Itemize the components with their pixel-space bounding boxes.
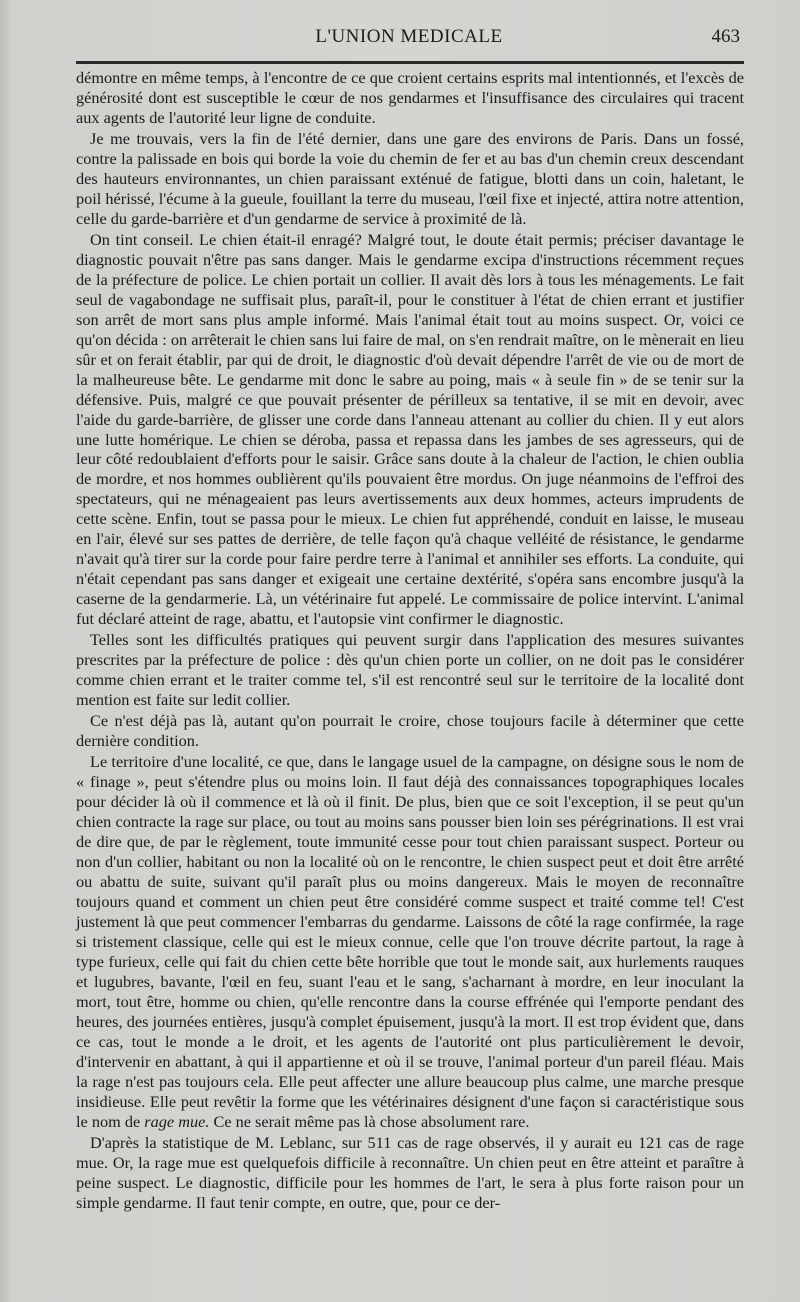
paragraph: Ce n'est déjà pas là, autant qu'on pourrait le croire, chose toujours facile à déterminer que cette dernière condition. <box>76 711 744 751</box>
paragraph <box>76 752 744 1131</box>
paragraph: Je me trouvais, vers la fin de l'été dernier, dans une gare des environs de Paris. Dans un fossé, contre la palissade en bois qui borde la voie du chemin de fer et au bas d'un chemin creux descendant des hauteurs environnantes, un chien paraissant exténué de fatigue, blotti dans un coin, haletant, le poil hérissé, l'écume à la gueule, fouillant la terre du museau, l'œil fixe et injecté, attira notre attention, celle du garde-barrière et d'un gendarme de service à proximité de là. <box>76 129 744 228</box>
page-header <box>76 26 742 56</box>
paragraph: démontre en même temps, à l'encontre de ce que croient certains esprits mal intentionnés, et l'excès de générosité dont est susceptible le cœur de nos gendarmes et l'insuffisance des circulaires qui tracent aux agents de l'autorité leur ligne de conduite. <box>76 68 744 127</box>
paragraph: On tint conseil. Le chien était-il enragé? Malgré tout, le doute était permis; préciser davantage le diagnostic pouvait n'être pas sans danger. Mais le gendarme excipa d'instructions récemment reçues de la préfecture de police. Le chien portait un collier. Il avait dès lors à tous les ménagements. Le fait seul de vagabondage ne suffisait plus, paraît-il, pour le constituer à l'état de chien errant et justifier son arrêt de mort sans plus ample informé. Mais l'animal était tout au moins suspect. Or, voici ce qu'on décida : on arrêterait le chien sans lui faire de mal, on s'en rendrait maître, on le mènerait en lieu sûr et on ferait établir, par qui de droit, le diagnostic d'où devait dépendre l'arrêt de vie ou de mort de la malheureuse bête. Le gendarme mit donc le sabre au poing, mais « à seule fin » de se tenir sur la défensive. Puis, malgré ce que pouvait présenter de périlleux sa tentative, il se mit en devoir, avec l'aide du garde-barrière, de glisser une corde dans l'anneau attenant au collier du chien. Il y eut alors une lutte homérique. Le chien se déroba, passa et repassa dans les jambes de ses agresseurs, qui de leur côté redoublaient d'efforts pour le saisir. Grâce sans doute à la chaleur de l'action, le chien oublia de mordre, et nos hommes oublièrent qu'ils pouvaient être mordus. On juge néanmoins de l'effroi des spectateurs, qui ne ménageaient pas leurs avertissements aux deux hommes, acteurs imprudents de cette scène. Enfin, tout se passa pour le mieux. Le chien fut appréhendé, conduit en laisse, le museau en l'air, élevé sur ses pattes de derrière, de telle façon qu'à chaque velléité de résistance, le gendarme n'avait qu'à tirer sur la corde pour faire perdre terre à l'animal et annihiler ses efforts. La conduite, qui n'était cependant pas sans danger et exigeait une certaine dextérité, s'opéra sans encombre jusqu'à la caserne de la gendarmerie. Là, un vétérinaire fut appelé. Le commissaire de police intervint. L'animal fut déclaré atteint de rage, abattu, et l'autopsie vint confirmer le diagnostic. <box>76 230 744 629</box>
paragraph-text: Le territoire d'une localité, ce que, dans le langage usuel de la campagne, on désigne sous le nom de « finage », peut s'étendre plus ou moins loin. Il faut déjà des connaissances topographiques locales pour décider là où il commence et là où il finit. De plus, bien que ce soit l'exception, il se peut qu'un chien contracte la rage sur place, ou tout au moins sans pousser bien loin ses pérégrinations. Il est vrai de dire que, de par le règlement, toute immunité cesse pour tout chien paraissant suspect. Porteur ou non d'un collier, habitant ou non la localité où on le rencontre, le chien suspect peut et doit être arrêté ou abattu de suite, suivant qu'il paraît plus ou moins dangereux. Mais le moyen de reconnaître toujours quand et comment un chien peut être considéré comme suspect et traité comme tel! C'est justement là que peut commencer l'embarras du gendarme. Laissons de côté la rage confirmée, la rage si tristement classique, celle qui est le mieux connue, celle que l'on trouve décrite partout, la rage à type furieux, celle qui fait du chien cette bête horrible que tout le monde sait, aux hurlements rauques et lugubres, bavante, l'œil en feu, suant l'eau et le sang, s'acharnant à mordre, en leur inoculant la mort, tout être, homme ou chien, qu'elle rencontre dans la course effrénée qui l'emporte pendant des heures, des journées entières, jusqu'à complet épuisement, jusqu'à la mort. Il est trop évident que, dans ce cas, tout le monde a le droit, et les agents de l'autorité ont plus particulièrement le devoir, d'intervenir en abattant, à qui il appartienne et où il se trouve, l'animal porteur d'un pareil fléau. Mais la rage n'est pas toujours cela. Elle peut affecter une allure beaucoup plus calme, une marche presque insidieuse. Elle peut revêtir la forme que les vétérinaires désignent d'une façon si caractéristique sous le nom de <box>76 752 744 1131</box>
paragraph-text: Ce ne serait même pas là chose absolument rare. <box>209 1111 530 1131</box>
running-head: L'UNION MEDICALE <box>315 26 503 47</box>
page-number: 463 <box>711 26 740 47</box>
italic-term: rage mue. <box>144 1111 210 1131</box>
body-text <box>76 68 744 1214</box>
paragraph: Telles sont les difficultés pratiques qui peuvent surgir dans l'application des mesures suivantes prescrites par la préfecture de police : dès qu'un chien porte un collier, on ne doit pas le considérer comme chien errant et le traiter comme tel, s'il est rencontré seul sur le territoire de la localité dont mention est faite sur ledit collier. <box>76 630 744 710</box>
header-rule <box>76 61 744 64</box>
paragraph: D'après la statistique de M. Leblanc, sur 511 cas de rage observés, il y aurait eu 121 cas de rage mue. Or, la rage mue est quelquefois difficile à reconnaître. Un chien peut en être atteint et paraître à peine suspect. Le diagnostic, difficile pour les hommes de l'art, le sera à plus forte raison pour un simple gendarme. Il faut tenir compte, en outre, que, pour ce der- <box>76 1132 744 1212</box>
